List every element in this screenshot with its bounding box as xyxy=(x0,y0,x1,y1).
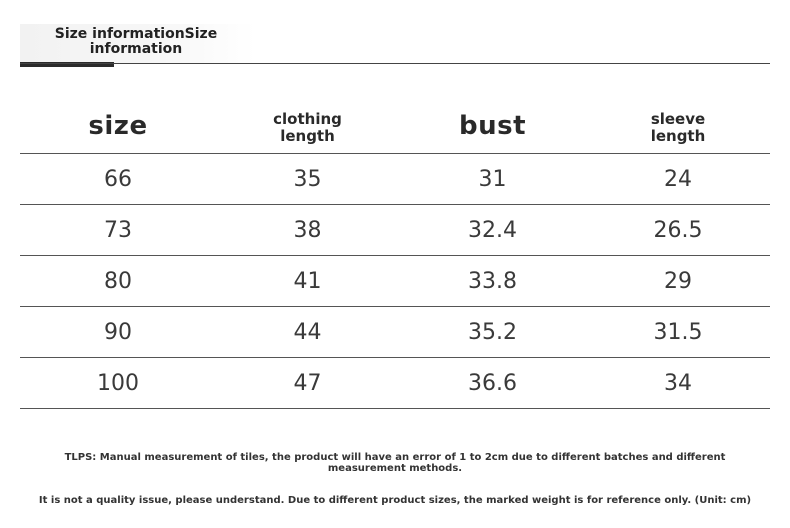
reference-note: It is not a quality issue, please understand. Due to different product sizes, the marked weight is for reference only. (Unit: cm) xyxy=(38,495,752,506)
cell-clothing-length: 38 xyxy=(216,205,399,256)
cell-sleeve-length: 34 xyxy=(586,358,770,409)
cell-clothing-length: 47 xyxy=(216,358,399,409)
column-header-size: size xyxy=(20,98,216,154)
table-row xyxy=(20,154,770,205)
cell-bust: 36.6 xyxy=(399,358,586,409)
cell-bust: 35.2 xyxy=(399,307,586,358)
cell-sleeve-length: 31.5 xyxy=(586,307,770,358)
size-chart-table xyxy=(20,98,770,409)
table-header-row xyxy=(20,98,770,154)
cell-bust: 33.8 xyxy=(399,256,586,307)
cell-clothing-length: 44 xyxy=(216,307,399,358)
cell-size: 90 xyxy=(20,307,216,358)
column-header-bust: bust xyxy=(399,98,586,154)
cell-bust: 32.4 xyxy=(399,205,586,256)
cell-sleeve-length: 26.5 xyxy=(586,205,770,256)
cell-sleeve-length: 29 xyxy=(586,256,770,307)
header-divider xyxy=(20,63,770,64)
cell-sleeve-length: 24 xyxy=(586,154,770,205)
column-header-clothing-length xyxy=(216,98,399,154)
cell-size: 80 xyxy=(20,256,216,307)
column-header-sleeve-length xyxy=(586,98,770,154)
table-row xyxy=(20,256,770,307)
measurement-note: TLPS: Manual measurement of tiles, the product will have an error of 1 to 2cm due to different batches and different measurement methods. xyxy=(64,452,726,474)
column-header-label: clothing length xyxy=(273,109,342,145)
cell-size: 73 xyxy=(20,205,216,256)
cell-clothing-length: 35 xyxy=(216,154,399,205)
table-row xyxy=(20,205,770,256)
cell-clothing-length: 41 xyxy=(216,256,399,307)
section-title: Size informationSize information xyxy=(54,26,218,57)
cell-size: 66 xyxy=(20,154,216,205)
cell-bust: 31 xyxy=(399,154,586,205)
column-header-label: sleeve length xyxy=(650,109,706,145)
table-row xyxy=(20,307,770,358)
cell-size: 100 xyxy=(20,358,216,409)
table-row xyxy=(20,358,770,409)
